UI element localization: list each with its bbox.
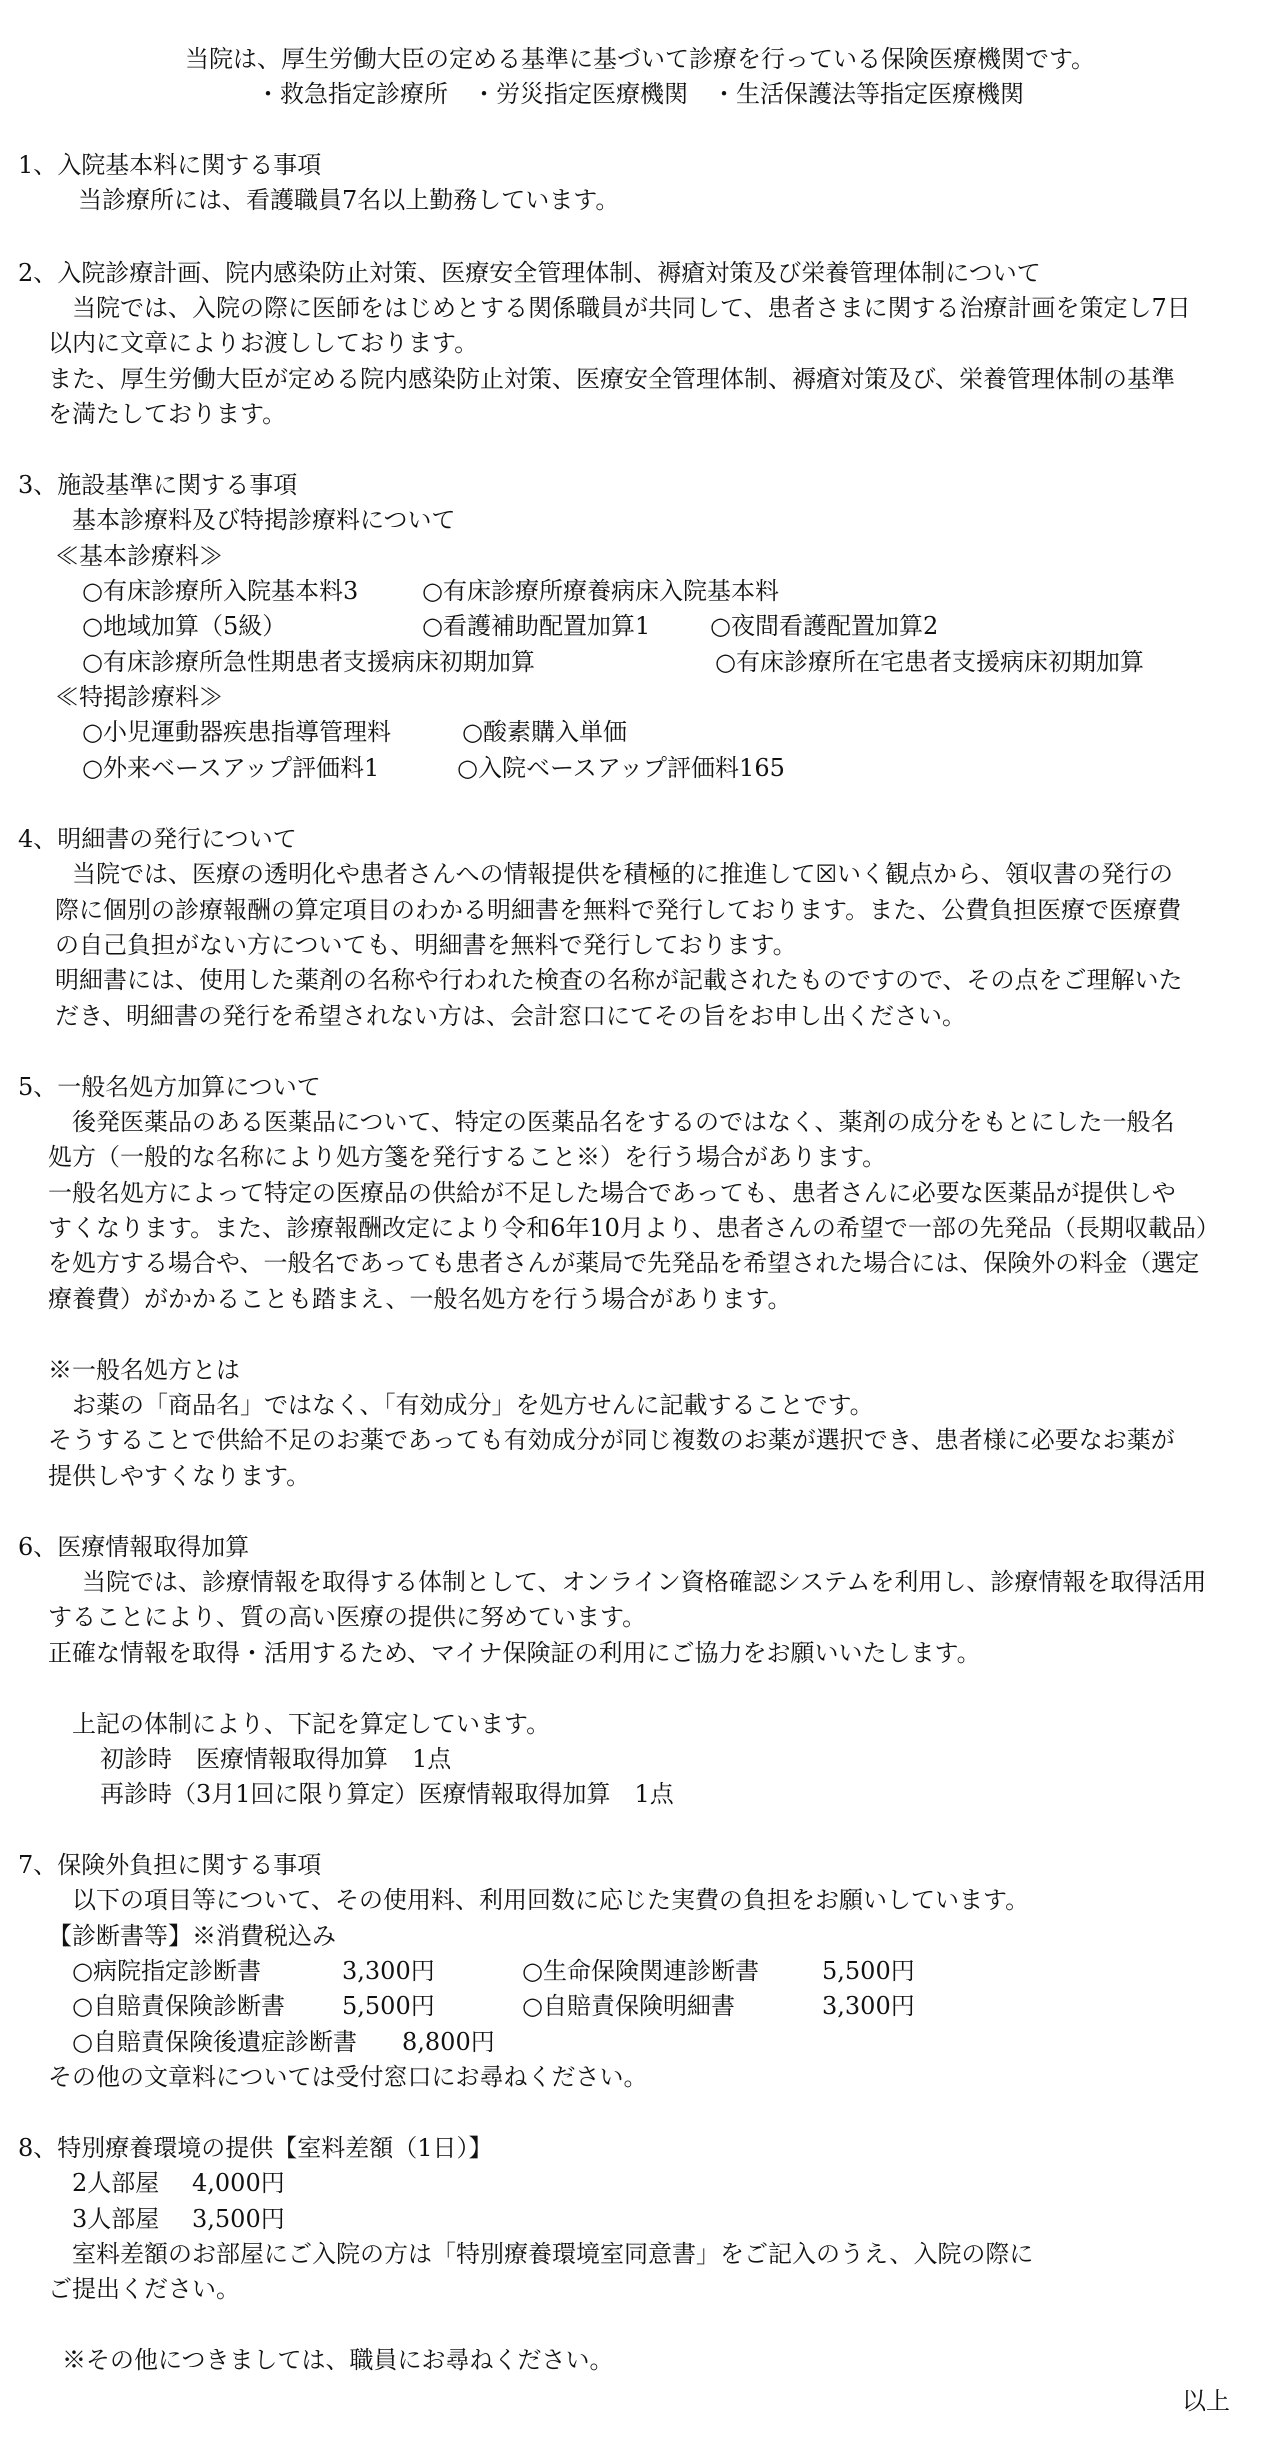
section-7-intro: 以下の項目等について、その使用料、利用回数に応じた実費の負担をお願いしています。 [72,1886,1030,1914]
header-line-1: 当院は、厚生労働大臣の定める基準に基づいて診療を行っている保険医療機関です。 [184,45,1096,73]
fee-item-name: ○自賠責保険診断書 [72,1992,285,2020]
section-5-line: 一般名処方によって特定の医療品の供給が不足した場合であっても、患者さんに必要な医薬品が提供しや [48,1179,1176,1207]
section-6-title: 6、医療情報取得加算 [18,1533,250,1561]
fee-item-name: ○生命保険関連診断書 [522,1957,759,1985]
generic-prescription-note-line: お薬の「商品名」ではなく、「有効成分」を処方せんに記載することです。 [72,1391,874,1419]
section-8-title: 8、特別療養環境の提供【室料差額（1日）】 [18,2134,493,2162]
section-1-line: 当診療所には、看護職員7名以上勤務しています。 [78,186,620,214]
section-4-title: 4、明細書の発行について [18,825,297,853]
fee-item-price: 5,500円 [822,1957,915,1985]
calc-intro: 上記の体制により、下記を算定しています。 [72,1710,551,1738]
calc-item: 再診時（3月1回に限り算定）医療情報取得加算 1点 [100,1780,674,1808]
room-price: 3,500円 [192,2205,285,2233]
end-mark: 以上 [1182,2387,1230,2415]
special-fees-heading: ≪特掲診療料≫ [55,683,223,711]
section-4-line: 当院では、医療の透明化や患者さんへの情報提供を積極的に推進して☒いく観点から、領収書の発行の [72,860,1174,888]
section-6-line: することにより、質の高い医療の提供に努めています。 [48,1603,647,1631]
basic-fee-item: ○有床診療所入院基本料3 [82,577,359,605]
fee-item-name: ○自賠責保険後遺症診断書 [72,2028,357,2056]
fee-item-price: 5,500円 [342,1992,435,2020]
generic-prescription-note-line: そうすることで供給不足のお薬であっても有効成分が同じ複数のお薬が選択でき、患者様に必要なお薬が [48,1426,1175,1454]
section-2-line: また、厚生労働大臣が定める院内感染防止対策、医療安全管理体制、褥瘡対策及び、栄養管理体制の基準 [48,365,1176,393]
fee-item-price: 3,300円 [822,1992,915,2020]
section-4-line: 際に個別の診療報酬の算定項目のわかる明細書を無料で発行しております。また、公費負担医療で医療費 [55,896,1182,924]
section-2-line: 以内に文章によりお渡ししております。 [48,329,479,357]
fee-item-name: ○自賠責保険明細書 [522,1992,735,2020]
generic-prescription-note-title: ※一般名処方とは [48,1356,240,1384]
section-2-line: を満たしております。 [48,400,287,428]
room-name: 2人部屋 [72,2169,160,2197]
fee-item-name: ○病院指定診断書 [72,1957,261,1985]
section-8-line: 室料差額のお部屋にご入院の方は「特別療養環境室同意書」をご記入のうえ、入院の際に [72,2240,1034,2268]
section-5-line: 療養費）がかかることも踏まえ、一般名処方を行う場合があります。 [48,1285,792,1313]
basic-fee-item: ○有床診療所急性期患者支援病床初期加算 [82,648,535,676]
section-1-title: 1、入院基本料に関する事項 [18,151,322,179]
section-3-title: 3、施設基準に関する事項 [18,471,298,499]
section-5-line: を処方する場合や、一般名であっても患者さんが薬局で先発品を希望された場合には、保険外の料金（選定 [48,1249,1200,1277]
section-6-line: 当院では、診療情報を取得する体制として、オンライン資格確認システムを利用し、診療情報を取得活用 [82,1568,1207,1596]
special-fee-item: ○小児運動器疾患指導管理料 [82,718,391,746]
section-8-line: ご提出ください。 [48,2275,240,2303]
section-3-subtitle: 基本診療料及び特掲診療料について [72,506,456,534]
basic-fee-item: ○地域加算（5級） [82,612,287,640]
basic-fee-item: ○有床診療所療養病床入院基本料 [422,577,779,605]
calc-item: 初診時 医療情報取得加算 1点 [100,1745,452,1773]
section-7-other: その他の文章料については受付窓口にお尋ねください。 [48,2063,648,2091]
special-fee-item: ○入院ベースアップ評価料165 [457,754,785,782]
closing-note: ※その他につきましては、職員にお尋ねください。 [62,2346,614,2374]
room-price: 4,000円 [192,2169,285,2197]
basic-fee-item: ○夜間看護配置加算2 [710,612,939,640]
section-4-line: の自己負担がない方についても、明細書を無料で発行しております。 [55,931,797,959]
section-5-line: 処方（一般的な名称により処方箋を発行すること※）を行う場合があります。 [48,1143,887,1171]
generic-prescription-note-line: 提供しやすくなります。 [48,1462,311,1490]
basic-fees-heading: ≪基本診療料≫ [55,542,223,570]
room-name: 3人部屋 [72,2205,160,2233]
section-4-line: 明細書には、使用した薬剤の名称や行われた検査の名称が記載されたものですので、その点をご理解いた [55,966,1183,994]
basic-fee-item: ○看護補助配置加算1 [422,612,651,640]
section-4-line: だき、明細書の発行を希望されない方は、会計窓口にてその旨をお申し出ください。 [55,1002,967,1030]
basic-fee-item: ○有床診療所在宅患者支援病床初期加算 [715,648,1144,676]
section-5-title: 5、一般名処方加算について [18,1073,321,1101]
header-line-2: ・救急指定診療所 ・労災指定医療機関 ・生活保護法等指定医療機関 [256,80,1024,108]
section-7-title: 7、保険外負担に関する事項 [18,1851,322,1879]
certificates-heading: 【診断書等】※消費税込み [48,1922,336,1950]
special-fee-item: ○酸素購入単価 [462,718,627,746]
section-2-title: 2、入院診療計画、院内感染防止対策、医療安全管理体制、褥瘡対策及び栄養管理体制について [18,259,1041,287]
fee-item-price: 3,300円 [342,1957,435,1985]
fee-item-price: 8,800円 [402,2028,495,2056]
section-5-line: 後発医薬品のある医薬品について、特定の医薬品名をするのではなく、薬剤の成分をもとにした一般名 [72,1108,1175,1136]
section-5-line: すくなります。また、診療報酬改定により令和6年10月より、患者さんの希望で一部の先発品（長期収載品） [48,1214,1220,1242]
special-fee-item: ○外来ベースアップ評価料1 [82,754,380,782]
section-6-line: 正確な情報を取得・活用するため、マイナ保険証の利用にご協力をお願いいたします。 [48,1639,981,1667]
section-2-line: 当院では、入院の際に医師をはじめとする関係職員が共同して、患者さまに関する治療計画を策定し7日 [72,294,1191,322]
